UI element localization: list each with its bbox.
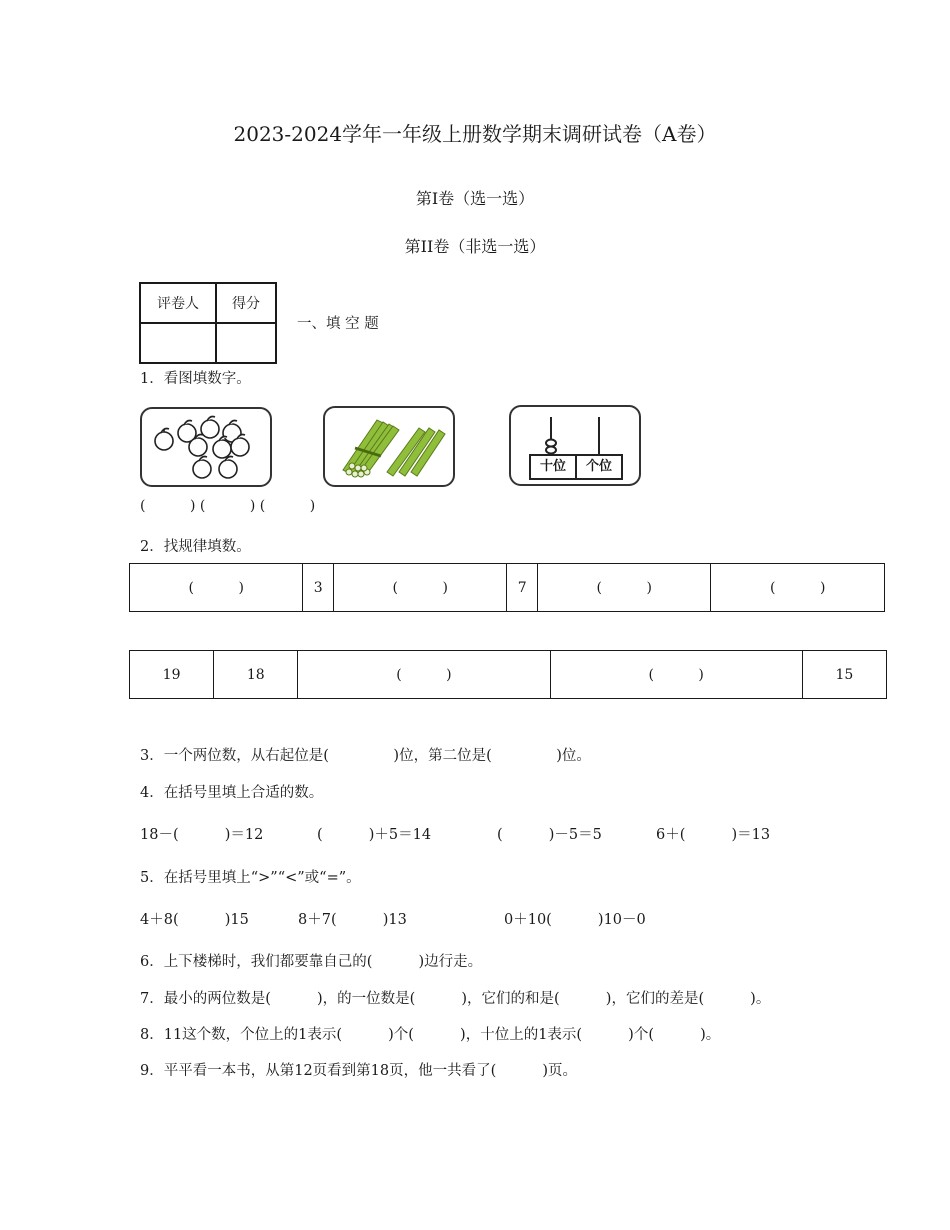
pattern-table-1 bbox=[129, 563, 885, 612]
ones-label: 个位 bbox=[585, 459, 612, 474]
grader-cell[interactable] bbox=[140, 323, 216, 363]
pattern-cell: 7 bbox=[507, 564, 538, 612]
score-header: 得分 bbox=[216, 283, 276, 323]
pattern-cell: 18 bbox=[214, 651, 298, 699]
q5-item-1[interactable]: 4＋8( )15 bbox=[140, 912, 249, 928]
grader-header: 评卷人 bbox=[140, 283, 216, 323]
question-7: 7．最小的两位数是( )，的一位数是( )，它们的和是( )，它们的差是( )。 bbox=[140, 991, 771, 1007]
pattern-cell: 3 bbox=[303, 564, 334, 612]
abacus-picture bbox=[509, 405, 641, 486]
peach-icon bbox=[142, 409, 270, 485]
question-1: 1．看图填数字。 bbox=[140, 371, 251, 387]
volume-2-heading: 第II卷（非选一选） bbox=[404, 237, 546, 256]
pattern-cell[interactable]: ( ) bbox=[298, 651, 550, 699]
section-1-heading: 一、填 空 题 bbox=[297, 316, 379, 332]
q4-item-3[interactable]: ( )－5＝5 bbox=[497, 827, 602, 843]
pattern-table-2 bbox=[129, 650, 887, 699]
question-6: 6．上下楼梯时，我们都要靠自己的( )边行走。 bbox=[140, 954, 483, 970]
pattern-cell: 15 bbox=[802, 651, 886, 699]
bundle-sticks-icon bbox=[325, 408, 453, 485]
pattern-cell: 19 bbox=[130, 651, 214, 699]
pattern-cell[interactable]: ( ) bbox=[550, 651, 802, 699]
place-value-box bbox=[529, 454, 623, 480]
question-4: 4．在括号里填上合适的数。 bbox=[140, 785, 324, 801]
pattern-cell[interactable]: ( ) bbox=[537, 564, 710, 612]
q5-item-3[interactable]: 0＋10( )10－0 bbox=[504, 912, 646, 928]
q4-item-1[interactable]: 18－( )＝12 bbox=[140, 827, 264, 843]
question-3: 3．一个两位数，从右起位是( )位，第二位是( )位。 bbox=[140, 748, 591, 764]
question-1-answers[interactable]: ( ) ( ) ( ) bbox=[140, 498, 316, 514]
q5-item-2[interactable]: 8＋7( )13 bbox=[298, 912, 407, 928]
pattern-cell[interactable]: ( ) bbox=[711, 564, 885, 612]
pattern-cell[interactable]: ( ) bbox=[130, 564, 303, 612]
question-9: 9．平平看一本书，从第12页看到第18页，他一共看了( )页。 bbox=[140, 1063, 578, 1079]
question-8: 8．11这个数，个位上的1表示( )个( )，十位上的1表示( )个( )。 bbox=[140, 1027, 721, 1043]
page-title: 2023-2024学年一年级上册数学期末调研试卷（A卷） bbox=[233, 122, 717, 146]
peaches-picture bbox=[140, 407, 272, 487]
score-cell[interactable] bbox=[216, 323, 276, 363]
question-5: 5．在括号里填上“>”“<”或“=”。 bbox=[140, 870, 361, 886]
tens-label: 十位 bbox=[531, 456, 577, 478]
pattern-cell[interactable]: ( ) bbox=[333, 564, 506, 612]
question-2: 2．找规律填数。 bbox=[140, 539, 251, 555]
q4-item-2[interactable]: ( )＋5＝14 bbox=[317, 827, 432, 843]
score-table bbox=[139, 282, 277, 364]
volume-1-heading: 第Ⅰ卷（选一选） bbox=[415, 189, 535, 208]
q4-item-4[interactable]: 6＋( )＝13 bbox=[656, 827, 771, 843]
sticks-picture bbox=[323, 406, 455, 487]
